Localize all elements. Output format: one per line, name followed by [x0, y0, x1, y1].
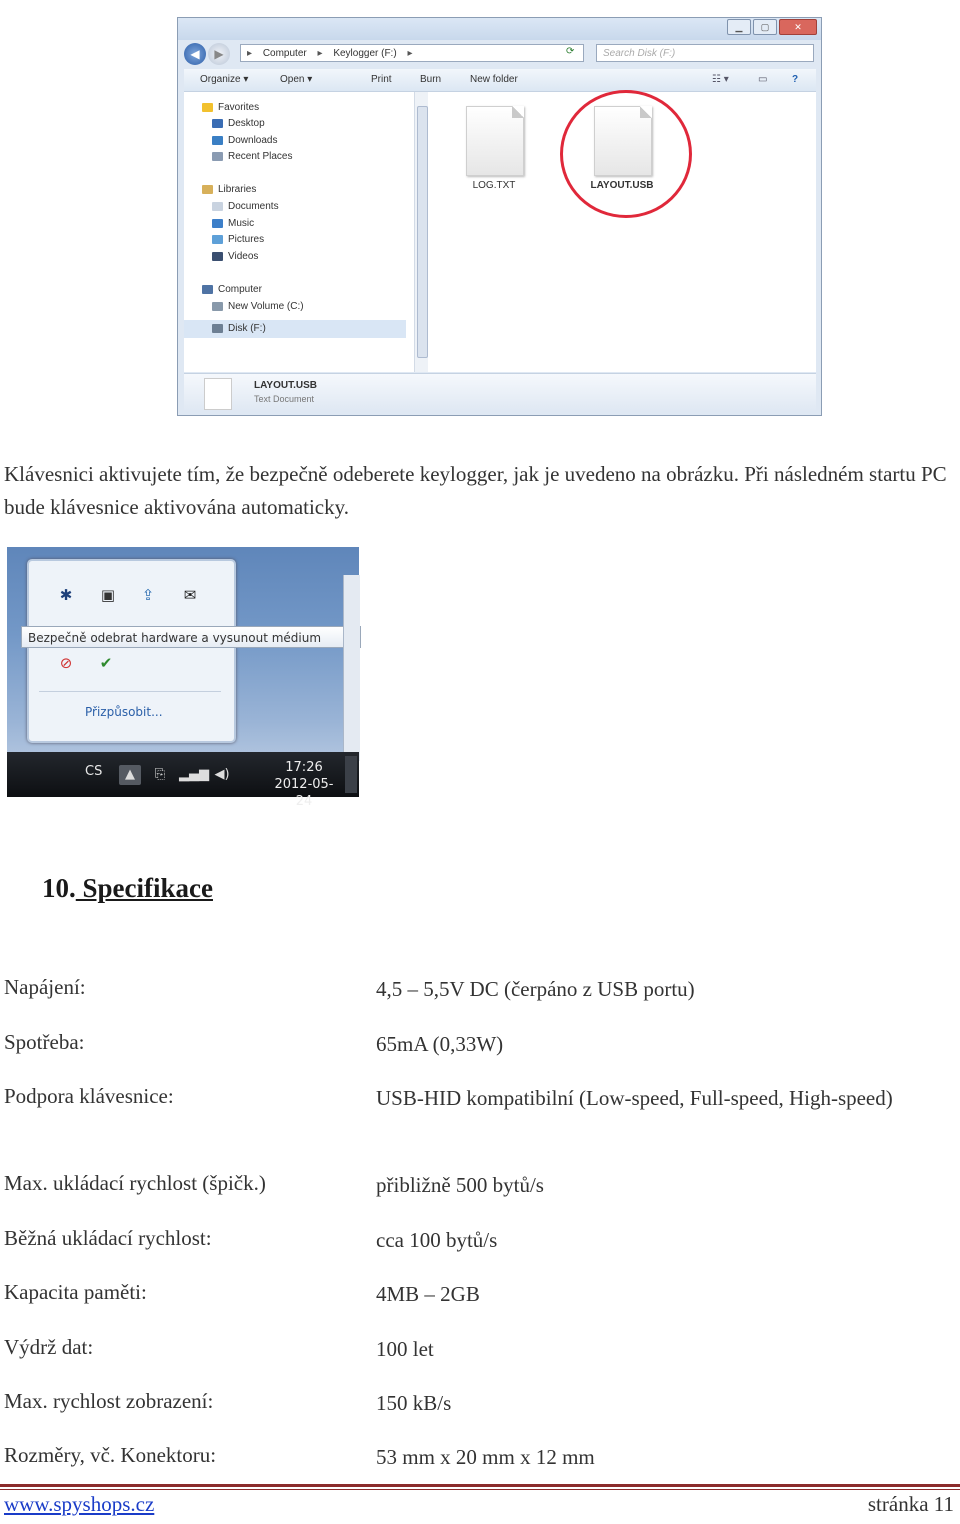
text-file-icon: [466, 106, 524, 176]
spec-value-peak-speed: přibližně 500 bytů/s: [376, 1173, 544, 1197]
new-folder-button: New folder: [470, 74, 518, 85]
back-icon: ◀: [184, 43, 206, 65]
window-titlebar: [178, 18, 821, 40]
nav-recent-places: Recent Places: [212, 151, 292, 162]
show-hidden-icons-icon: ▲: [119, 765, 141, 785]
customize-link: Přizpůsobit...: [85, 705, 163, 719]
nav-scrollbar: [414, 92, 429, 372]
spec-value-retention: 100 let: [376, 1337, 434, 1361]
safely-remove-icon: ✔: [99, 654, 113, 672]
spec-label-consumption: Spotřeba:: [4, 1030, 85, 1054]
libraries-icon: [202, 185, 213, 194]
details-file-name: LAYOUT.USB: [254, 380, 317, 391]
file-layout-usb: LAYOUT.USB: [590, 180, 654, 191]
nav-pictures: Pictures: [212, 234, 264, 245]
show-desktop-button: [345, 756, 357, 793]
spec-label-normal-speed: Běžná ukládací rychlost:: [4, 1226, 212, 1250]
nav-videos: Videos: [212, 251, 258, 262]
section-heading: [42, 873, 213, 904]
computer-icon: [202, 285, 213, 294]
no-entry-icon: ⊘: [59, 654, 73, 672]
burn-button: Burn: [420, 74, 442, 85]
print-button: Print: [371, 74, 392, 85]
spec-label-dimensions: Rozměry, vč. Konektoru:: [4, 1443, 217, 1467]
open-button: Open ▾: [280, 74, 313, 85]
nav-downloads: Downloads: [212, 135, 277, 146]
tray-scrollbar: [343, 575, 360, 761]
desktop-icon: [212, 119, 223, 128]
messenger-icon: ✉: [183, 586, 197, 604]
star-icon: [202, 103, 213, 112]
nav-computer: Computer: [202, 284, 262, 295]
spec-value-capacity: 4MB – 2GB: [376, 1282, 480, 1306]
spec-value-dimensions: 53 mm x 20 mm x 12 mm: [376, 1445, 595, 1469]
organize-button: Organize ▾: [200, 74, 249, 85]
refresh-icon: ⟳: [566, 46, 575, 57]
page-number: stránka 11: [867, 1492, 954, 1516]
nav-music: Music: [212, 218, 254, 229]
clock-date: 2012-05-24: [274, 777, 334, 809]
bluetooth-icon: ✱: [59, 586, 73, 604]
section-title: Specifikace: [82, 873, 213, 903]
nav-disk-f: Disk (F:): [212, 323, 266, 334]
window-controls: [727, 19, 817, 35]
nav-desktop: Desktop: [212, 118, 265, 129]
network-icon: ▣: [100, 586, 116, 604]
clock-time: 17:26: [285, 760, 323, 775]
navigation-pane: [184, 92, 414, 372]
taskbar: [7, 752, 359, 809]
close-icon: ✕: [779, 19, 817, 35]
instruction-paragraph: Klávesnici aktivujete tím, že bezpečně odeberete keylogger, jak je uvedeno na obrázku. Při následném startu PC bude klávesnice aktivována automaticky.: [4, 462, 947, 519]
spec-label-keyboard: Podpora klávesnice:: [4, 1084, 174, 1108]
clock: [269, 759, 339, 810]
spec-label-peak-speed: Max. ukládací rychlost (špičk.): [4, 1171, 266, 1195]
details-pane: [184, 373, 816, 412]
highlight-circle: [560, 90, 692, 218]
tooltip: Bezpečně odebrat hardware a vysunout médium: [21, 626, 361, 648]
spec-value-normal-speed: cca 100 bytů/s: [376, 1228, 498, 1252]
spec-value-consumption: 65mA (0,33W): [376, 1032, 504, 1056]
nav-libraries: Libraries: [202, 184, 256, 195]
signal-icon: ▂▄▆: [179, 767, 209, 782]
forward-icon: ▶: [208, 43, 230, 65]
language-indicator: CS: [85, 764, 103, 779]
spec-value-display-speed: 150 kB/s: [376, 1391, 452, 1415]
pictures-icon: [212, 235, 223, 244]
volume-icon: ◀): [214, 767, 230, 782]
documents-icon: [212, 202, 223, 211]
details-file-type: Text Document: [254, 394, 315, 404]
footer-website-link[interactable]: www.spyshops.cz: [4, 1492, 155, 1516]
spec-value-keyboard: USB-HID kompatibilní (Low-speed, Full-speed, High-speed): [376, 1086, 893, 1110]
text-file-icon: [204, 378, 232, 410]
divider: [39, 691, 221, 692]
command-toolbar: [184, 69, 816, 92]
spec-label-power: Napájení:: [4, 975, 86, 999]
minimize-icon: ▁: [727, 19, 751, 35]
maximize-icon: ▢: [753, 19, 777, 35]
explorer-screenshot: [177, 17, 822, 416]
recent-places-icon: [212, 152, 223, 161]
footer-divider: [0, 1484, 960, 1487]
views-icon: ☷ ▾: [712, 74, 729, 85]
videos-icon: [212, 252, 223, 261]
section-number: 10.: [42, 873, 76, 903]
search-input: Search Disk (F:): [596, 44, 814, 62]
spec-label-capacity: Kapacita paměti:: [4, 1280, 147, 1304]
music-icon: [212, 219, 223, 228]
spec-label-retention: Výdrž dat:: [4, 1335, 94, 1359]
preview-pane-icon: ▭: [758, 74, 768, 85]
drive-icon: [212, 302, 223, 311]
breadcrumb-computer: Computer: [262, 48, 307, 59]
scrollbar-thumb: [417, 106, 428, 358]
nav-favorites: Favorites: [202, 102, 259, 113]
footer-divider-thin: [0, 1489, 960, 1490]
usb-drive-icon: [212, 324, 223, 333]
address-bar: ▸ Computer ▸ Keylogger (F:) ▸: [240, 44, 584, 62]
nav-volume-c: New Volume (C:): [212, 301, 304, 312]
usb-device-icon: ⎘: [154, 767, 166, 782]
downloads-icon: [212, 136, 223, 145]
update-icon: ⇪: [141, 586, 155, 604]
nav-documents: Documents: [212, 201, 279, 212]
spec-label-display-speed: Max. rychlost zobrazení:: [4, 1389, 214, 1413]
tray-screenshot: [7, 547, 359, 809]
spec-value-power: 4,5 – 5,5V DC (čerpáno z USB portu): [376, 977, 695, 1001]
navigation-bar: [184, 42, 816, 66]
help-icon: ?: [792, 74, 799, 85]
breadcrumb-drive: Keylogger (F:): [333, 48, 397, 59]
file-log-txt: LOG.TXT: [472, 180, 516, 191]
